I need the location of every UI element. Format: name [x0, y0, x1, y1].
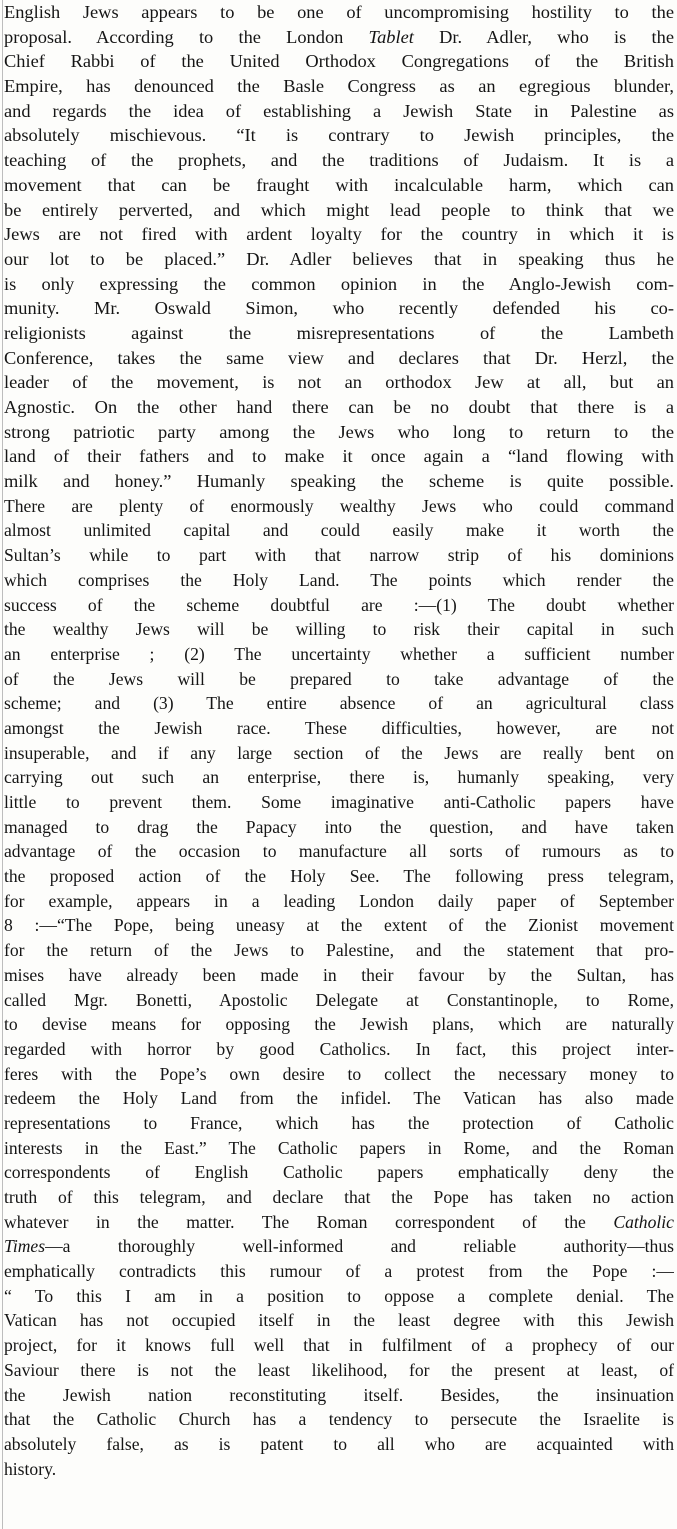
text-line: religionists against the misrepresentations of the Lambeth	[4, 322, 674, 343]
text-line: insuperable, and if any large section of the Jews are really bent on	[4, 742, 674, 763]
text-line: to devise means for opposing the Jewish plans, which are naturally	[4, 1014, 674, 1035]
italic-title: Tablet	[368, 26, 414, 47]
text-line: an enterprise ; (2) The uncertainty whether a sufficient number	[4, 643, 674, 664]
text-line: managed to drag the Papacy into the question, and have taken	[4, 816, 674, 837]
text-line: the Jewish nation reconstituting itself. Besides, the insinuation	[4, 1384, 674, 1405]
text-line: absolutely false, as is patent to all who are acquainted with	[4, 1433, 674, 1454]
text-line: teaching of the prophets, and the traditions of Judaism. It is a	[4, 150, 674, 171]
text-line	[4, 1234, 674, 1259]
text-span: Dr. Adler, who is the	[413, 26, 674, 47]
text-line: land of their fathers and to make it once again a “land flowing with	[4, 446, 674, 467]
text-line: English Jews appears to be one of uncompromising hostility to the	[4, 2, 674, 22]
text-line: of the Jews will be prepared to take advantage of the	[4, 668, 674, 689]
text-line: interests in the East.” The Catholic papers in Rome, and the Roman	[4, 1137, 674, 1158]
text-line: leader of the movement, is not an orthodox Jew at all, but an	[4, 372, 674, 393]
text-span: whatever in the matter. The Roman correspondent of the	[4, 1211, 614, 1232]
text-line: amongst the Jewish race. These difficulties, however, are not	[4, 717, 674, 738]
text-line	[4, 1210, 674, 1235]
text-line: little to prevent them. Some imaginative anti-Catholic papers have	[4, 792, 674, 812]
text-line: mises have already been made in their favour by the Sultan, has	[4, 964, 674, 985]
text-line: history.	[4, 1458, 57, 1479]
text-line: Sultan’s while to part with that narrow strip of his dominions	[4, 545, 674, 566]
article-body	[4, 0, 674, 1481]
column-rule	[2, 0, 3, 1529]
text-line: Saviour there is not the least likelihood, for the present at least, of	[4, 1359, 674, 1380]
text-line: is only expressing the common opinion in the Anglo-Jewish com-	[4, 273, 674, 294]
text-line: Empire, has denounced the Basle Congress as an egregious blunder,	[4, 76, 674, 97]
text-line: milk and honey.” Humanly speaking the scheme is quite possible.	[4, 471, 674, 492]
text-line: redeem the Holy Land from the infidel. The Vatican has also made	[4, 1088, 674, 1109]
text-line: movement that can be fraught with incalculable harm, which can	[4, 174, 674, 195]
italic-title: Catholic	[613, 1211, 674, 1232]
text-line: the wealthy Jews will be willing to risk their capital in such	[4, 619, 674, 640]
text-line: munity. Mr. Oswald Simon, who recently defended his co-	[4, 298, 674, 319]
text-line: the proposed action of the Holy See. The following press telegram,	[4, 866, 674, 887]
text-line: Jews are not fired with ardent loyalty for the country in which it is	[4, 224, 674, 245]
text-line: called Mgr. Bonetti, Apostolic Delegate at Constantinople, to Rome,	[4, 989, 674, 1010]
text-line: success of the scheme doubtful are :—(1) The doubt whether	[4, 594, 674, 615]
text-line: be entirely perverted, and which might lead people to think that we	[4, 199, 674, 220]
text-line	[4, 25, 674, 50]
text-line: for example, appears in a leading London daily paper of September	[4, 890, 674, 911]
text-span: proposal. According to the London	[4, 26, 369, 47]
text-line: “ To this I am in a position to oppose a complete denial. The	[4, 1285, 674, 1306]
text-line: Vatican has not occupied itself in the least degree with this Jewish	[4, 1310, 674, 1331]
text-line: correspondents of English Catholic papers emphatically deny the	[4, 1162, 674, 1183]
text-line: that the Catholic Church has a tendency to persecute the Israelite is	[4, 1409, 674, 1430]
text-line: 8 :—“The Pope, being uneasy at the extent of the Zionist movement	[4, 915, 674, 936]
text-line: representations to France, which has the protection of Catholic	[4, 1112, 674, 1133]
text-line: which comprises the Holy Land. The points which render the	[4, 569, 674, 590]
text-line: absolutely mischievous. “It is contrary to Jewish principles, the	[4, 125, 674, 146]
text-line: Conference, takes the same view and declares that Dr. Herzl, the	[4, 347, 674, 368]
italic-title: Times	[4, 1236, 46, 1257]
text-line: and regards the idea of establishing a Jewish State in Palestine as	[4, 100, 674, 121]
text-line: Agnostic. On the other hand there can be no doubt that there is a	[4, 397, 674, 417]
text-line: Chief Rabbi of the United Orthodox Congregations of the British	[4, 51, 674, 72]
text-line: emphatically contradicts this rumour of a protest from the Pope :—	[4, 1261, 674, 1282]
text-line: regarded with horror by good Catholics. In fact, this project inter-	[4, 1038, 674, 1059]
text-line: feres with the Pope’s own desire to collect the necessary money to	[4, 1063, 674, 1084]
text-line: carrying out such an enterprise, there is, humanly speaking, very	[4, 767, 674, 788]
text-line: project, for it knows full well that in fulfilment of a prophecy of our	[4, 1335, 674, 1356]
text-line: strong patriotic party among the Jews who long to return to the	[4, 421, 674, 442]
text-line: There are plenty of enormously wealthy Jews who could command	[4, 495, 674, 516]
text-span: —a thoroughly well-informed and reliable authority—thus	[45, 1236, 674, 1257]
text-line: almost unlimited capital and could easily make it worth the	[4, 520, 674, 541]
text-line: advantage of the occasion to manufacture all sorts of rumours as to	[4, 841, 674, 862]
text-line: our lot to be placed.” Dr. Adler believes that in speaking thus he	[4, 248, 674, 269]
text-line: for the return of the Jews to Palestine, and the statement that pro-	[4, 940, 674, 961]
text-line: scheme; and (3) The entire absence of an agricultural class	[4, 693, 674, 714]
text-line: truth of this telegram, and declare that the Pope has taken no action	[4, 1187, 674, 1207]
